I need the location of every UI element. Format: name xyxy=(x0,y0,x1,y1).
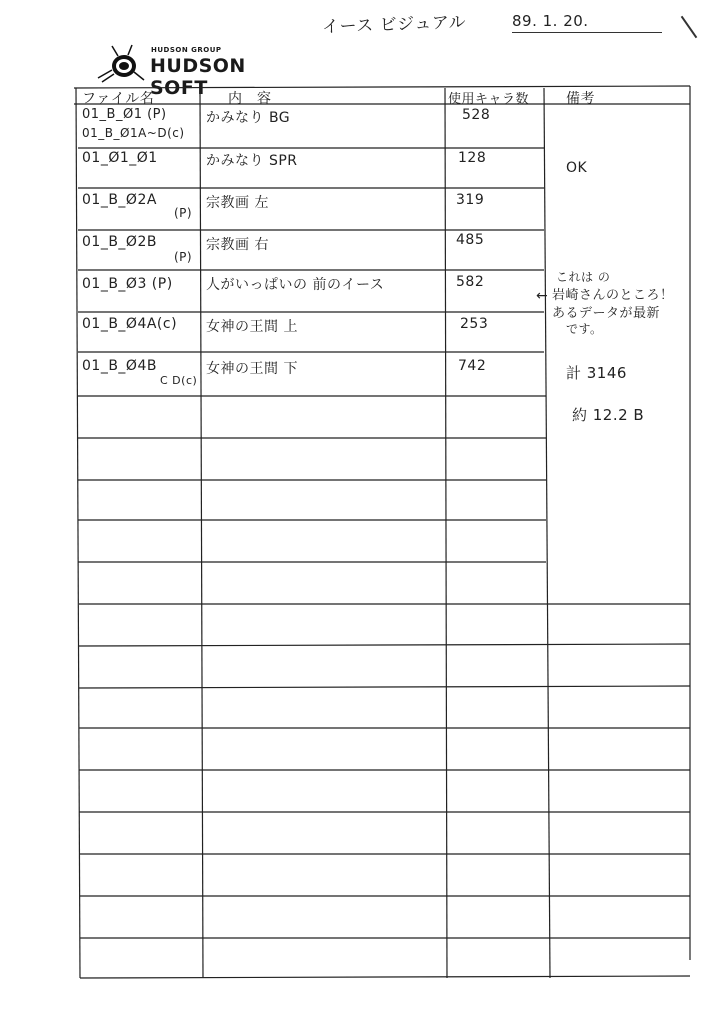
remark-ok: OK xyxy=(566,160,588,176)
table-row-count: 128 xyxy=(458,150,487,166)
table-row-count: 485 xyxy=(456,232,485,248)
table-row-filename-sub: 01_B_Ø1A~D(c) xyxy=(82,126,185,140)
column-header-remarks: 備考 xyxy=(566,91,595,107)
table-row-count: 528 xyxy=(462,107,491,123)
table-row-filename: 01_B_Ø4A(c) xyxy=(82,316,178,332)
table-row-count: 742 xyxy=(458,358,487,374)
remark-total: 計 3146 xyxy=(566,364,627,382)
table-row-content: 宗教画 右 xyxy=(206,237,269,253)
logo-group-text: HUDSON GROUP xyxy=(151,46,222,54)
table-row-filename: 01_B_Ø4B xyxy=(82,358,157,374)
table-row-count: 319 xyxy=(456,192,485,208)
table-row-filename: 01_B_Ø3 (P) xyxy=(82,276,173,292)
document-title: イース ビジュアル xyxy=(321,12,467,38)
table-row-content: かみなり BG xyxy=(206,110,291,126)
table-row-filename: 01_B_Ø2A xyxy=(82,192,157,208)
arrow-left-icon: ← xyxy=(536,288,549,304)
column-header-char-count: 使用キャラ数 xyxy=(448,92,530,107)
table-row-count: 253 xyxy=(460,316,489,332)
column-header-content: 内 容 xyxy=(228,91,272,107)
table-row-content: かみなり SPR xyxy=(206,153,298,169)
remark-annotation-line: です。 xyxy=(566,322,603,336)
table-row-filename: 01_B_Ø2B xyxy=(82,234,157,250)
table-row-content: 女神の王間 下 xyxy=(206,361,298,377)
table-row-filename-sub: (P) xyxy=(174,206,193,220)
table-row-filename: 01_B_Ø1 (P) xyxy=(82,107,167,122)
table-row-filename: 01_Ø1_Ø1 xyxy=(82,150,158,166)
remark-annotation-line: 岩崎さんのところ！ xyxy=(552,288,674,303)
table-row-filename-sub: C D(c) xyxy=(160,374,198,387)
remark-annotation-line: これは の xyxy=(556,270,611,284)
remark-approx-size: 約 12.2 B xyxy=(572,406,645,424)
table-row-filename-sub: (P) xyxy=(174,250,193,264)
logo-brand-text: HUDSON SOFT xyxy=(150,55,246,99)
table-row-content: 宗教画 左 xyxy=(206,195,269,211)
table-row-content: 女神の王間 上 xyxy=(206,319,298,335)
table-row-content: 人がいっぱいの 前のイース xyxy=(206,277,385,293)
remark-annotation-line: あるデータが最新 xyxy=(552,306,661,321)
document-date: 89. 1. 20. xyxy=(512,12,662,33)
column-header-filename: ファイル名 xyxy=(82,91,155,107)
table-row-count: 582 xyxy=(456,274,485,290)
